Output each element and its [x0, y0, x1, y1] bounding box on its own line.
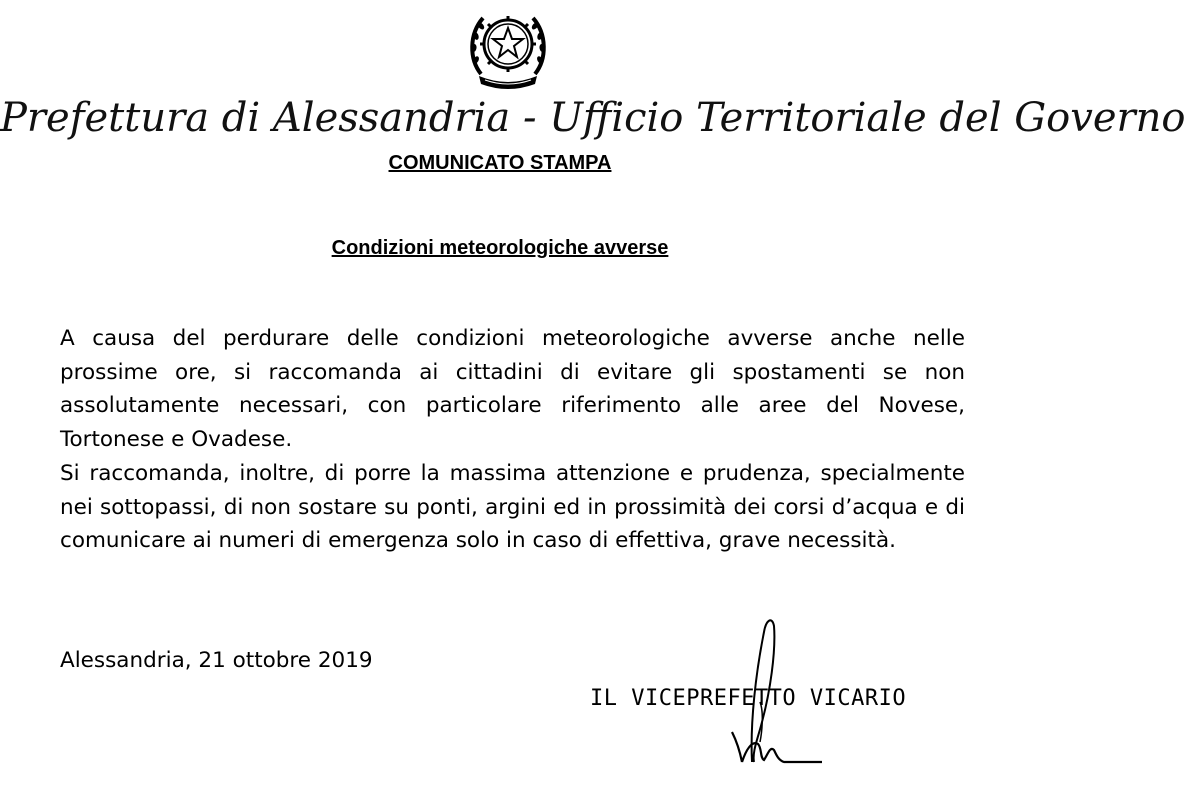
- office-heading: Prefettura di Alessandria - Ufficio Territoriale del Governo: [0, 95, 1186, 141]
- signer-title: IL VICEPREFETTO VICARIO: [590, 686, 907, 711]
- handwritten-signature-icon: [712, 612, 832, 772]
- body-paragraph-2: Si raccomanda, inoltre, di porre la massima attenzione e prudenza, specialmente nei sottopassi, di non sostare su ponti, argini ed in prossimità dei corsi d’acqua e di comunicare ai numeri di emergenza solo in caso di effettiva, grave necessità.: [60, 460, 965, 554]
- body-paragraph-1: A causa del perdurare delle condizioni meteorologiche avverse anche nelle prossime ore, si raccomanda ai cittadini di evitare gli spostamenti se non assolutamente necessari, con particolare riferimento alle aree del Novese, Tortonese e Ovadese.: [60, 326, 965, 453]
- press-release-title: COMUNICATO STAMPA: [388, 152, 612, 174]
- announcement-body: [60, 322, 965, 558]
- place-and-date: Alessandria, 21 ottobre 2019: [60, 648, 373, 673]
- subject-title: Condizioni meteorologiche avverse: [331, 237, 669, 259]
- italian-republic-emblem-icon: [467, 4, 549, 92]
